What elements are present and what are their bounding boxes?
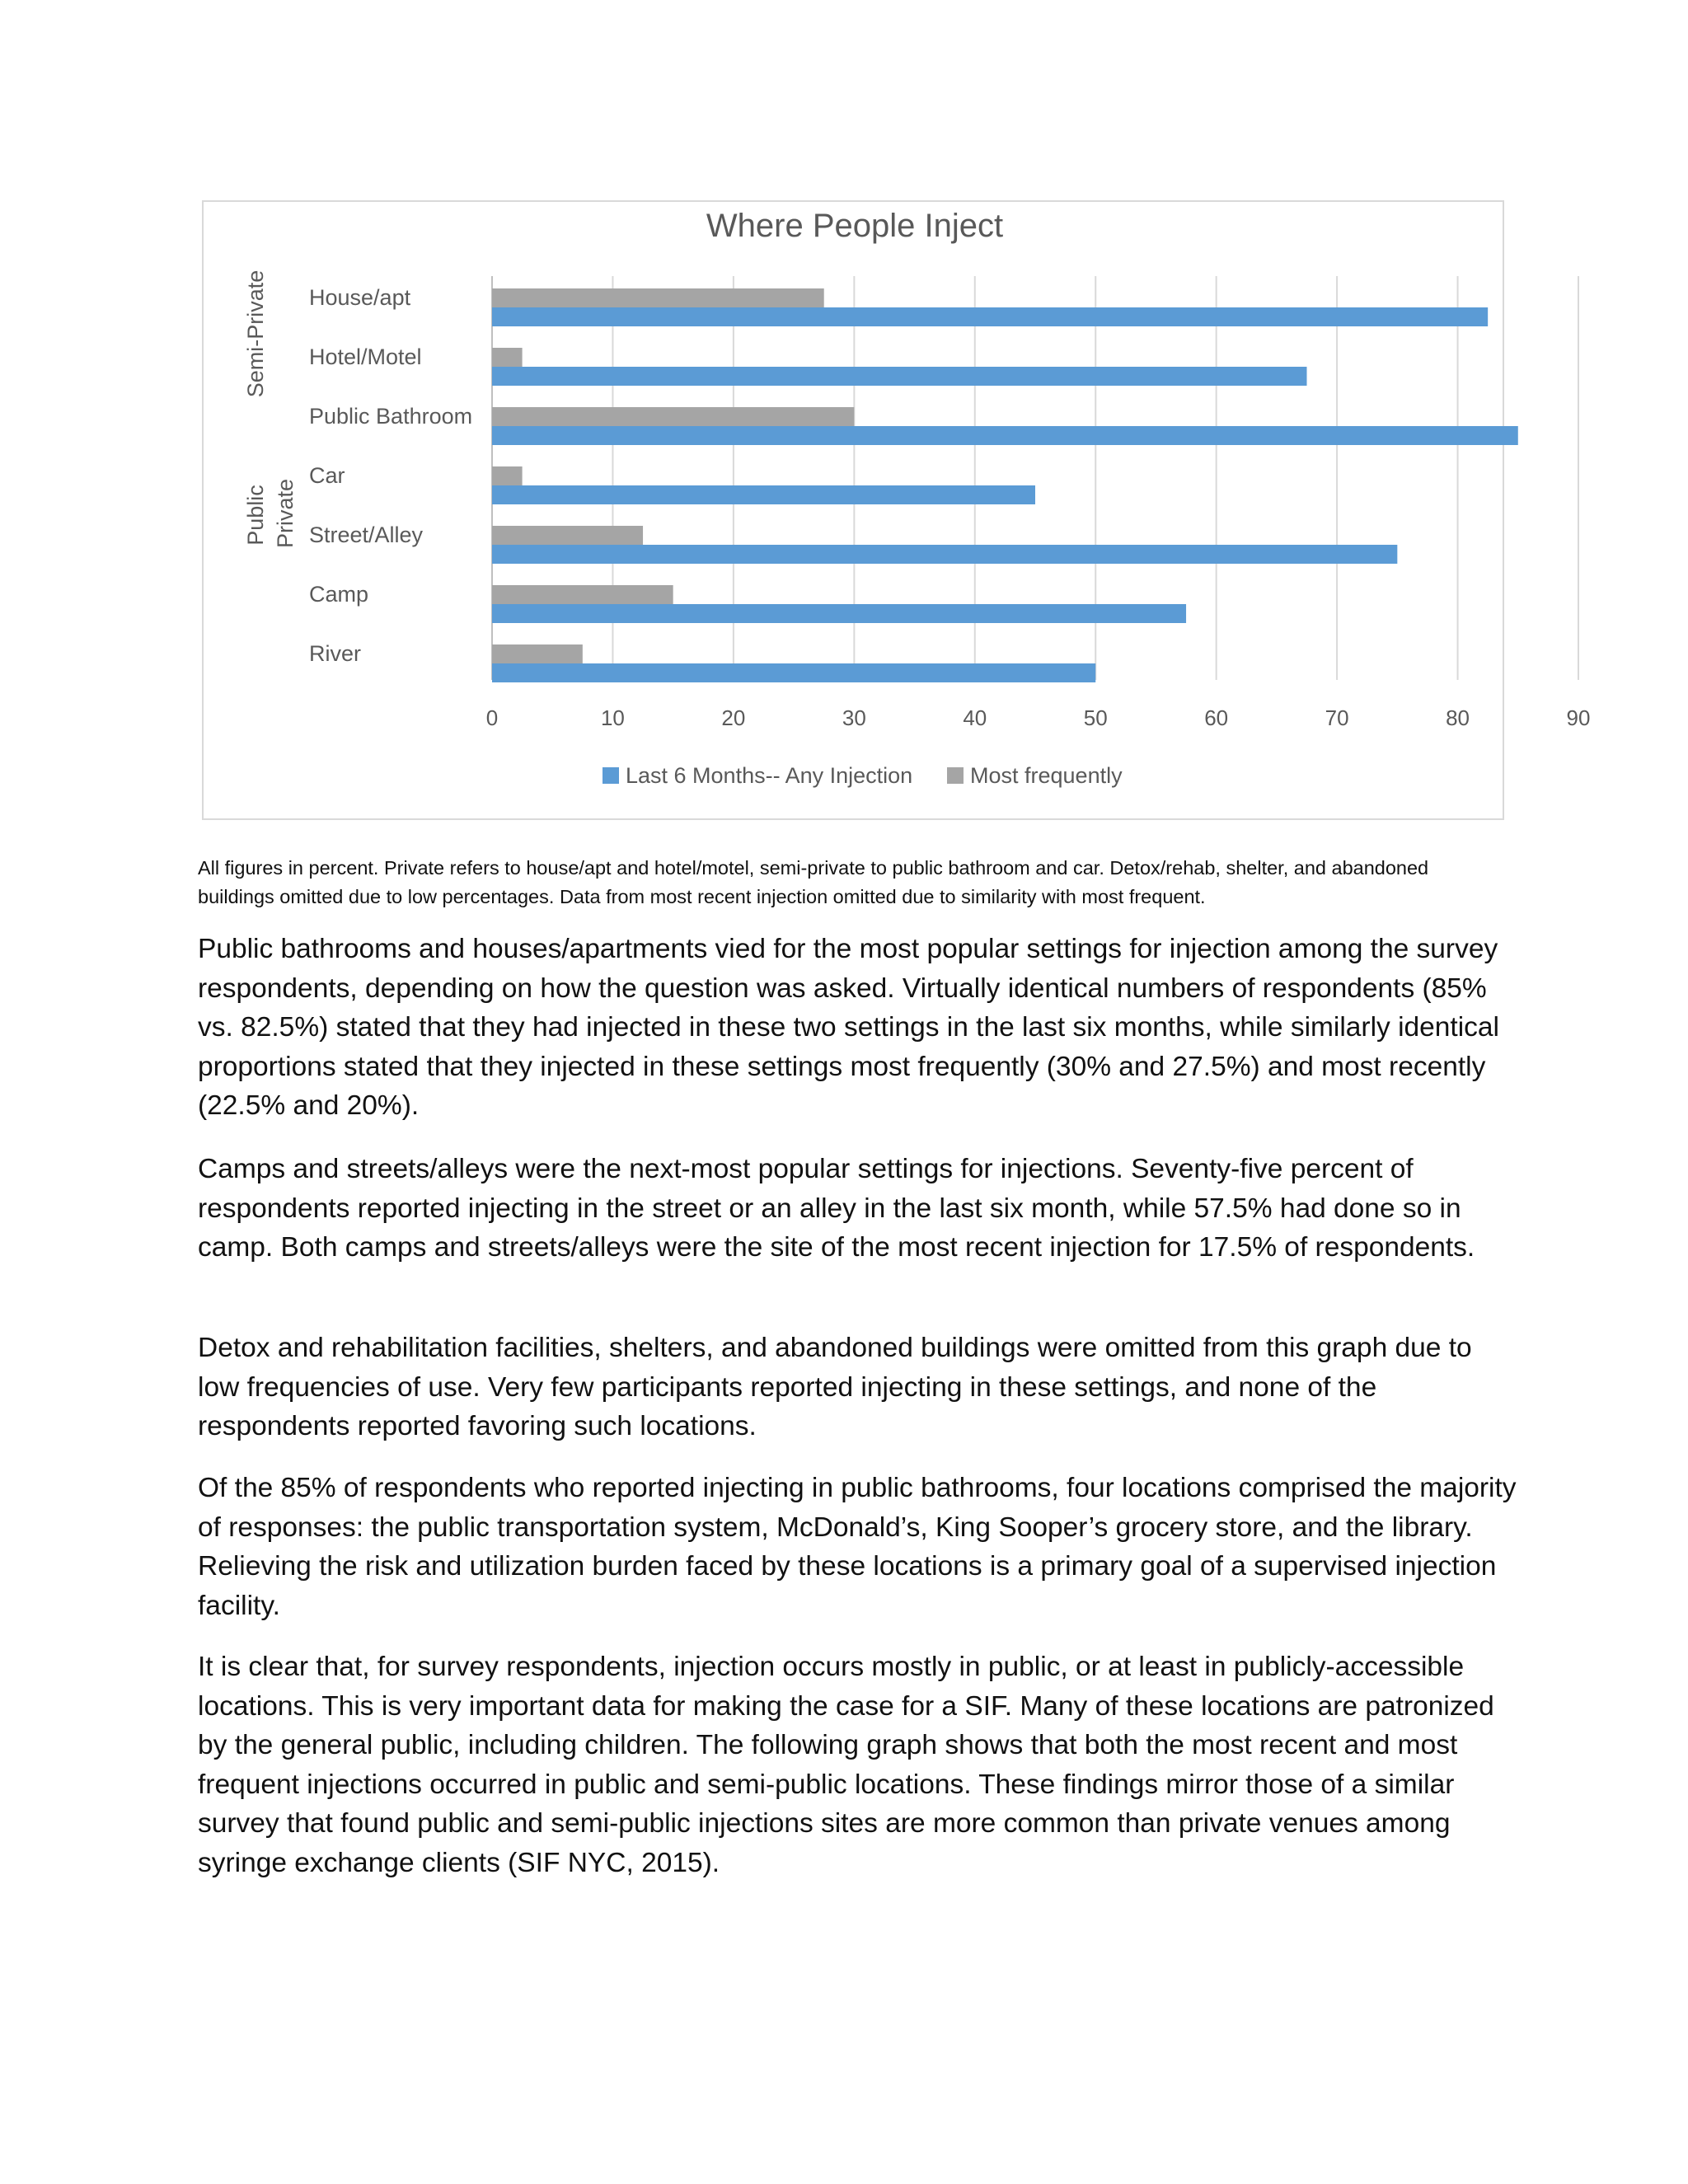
bar-most-frequently [492,288,824,307]
x-tick-label: 40 [963,705,987,730]
paragraph-2: Camps and streets/alleys were the next-most popular settings for injections. Seventy-five percent of respondents reported injecting in the street or an alley in the last six month, while 57.5% had done so in camp. Both camps and streets/alleys were the site of the most recent injection for 17.5% of respondents. [198,1154,1475,1263]
paragraph-3: Detox and rehabilitation facilities, shelters, and abandoned buildings were omitted from this graph due to low frequencies of use. Very few participants reported injecting in these settings, and none of the respondents reported favoring such locations. [198,1333,1472,1441]
legend-swatch-last-6-months [603,767,619,784]
group-label: Private [273,478,298,549]
bar-last-6-months [492,367,1307,386]
bar-most-frequently [492,585,673,604]
bar-most-frequently [492,526,643,545]
group-label: Public [243,485,268,546]
bar-chart [204,202,1591,822]
chart-title: Where People Inject [706,208,1004,244]
bar-last-6-months [492,485,1035,504]
group-label: Semi-Private [243,269,268,398]
category-label: House/apt [309,285,411,310]
paragraph-4: Of the 85% of respondents who reported injecting in public bathrooms, four locations comprised the majority of responses: the public transportation system, McDonald’s, King Sooper’s grocery store, and the library. Relieving the risk and utilization burden faced by these locations is a primary goal of a supervised injection facility. [198,1473,1517,1621]
bar-last-6-months [492,426,1518,445]
category-label: Car [309,463,345,488]
legend-swatch-most-frequently [947,767,964,784]
category-label: Hotel/Motel [309,344,422,369]
bar-most-frequently [492,644,583,663]
paragraph-1: Public bathrooms and houses/apartments vied for the most popular settings for injection among the survey respondents, depending on how the question was asked. Virtually identical numbers of respondents (85% vs. 82.5%) stated that they had injected in these two settings in the last six months, while similarly identical proportions stated that they injected in these settings most frequently (30% and 27.5%) and most recently (22.5% and 20%). [198,934,1499,1121]
chart-container [202,200,1591,820]
x-tick-label: 70 [1325,705,1349,730]
bar-last-6-months [492,545,1397,564]
category-label: Camp [309,582,369,607]
bar-last-6-months [492,663,1095,682]
bar-most-frequently [492,466,523,485]
x-tick-label: 50 [1083,705,1108,730]
legend-label-last-6-months: Last 6 Months-- Any Injection [626,763,913,788]
x-tick-label: 60 [1204,705,1229,730]
x-tick-label: 20 [721,705,746,730]
bar-most-frequently [492,407,854,426]
category-label: River [309,641,362,666]
paragraph-5: It is clear that, for survey respondents, injection occurs mostly in public, or at least in publicly-accessible locations. This is very important data for making the case for a SIF. Many of these locations are patronized by the general public, including children. The following graph shows that both the most recent and most frequent injections occurred in public and semi-public locations. These findings mirror those of a similar survey that found public and semi-public injections sites are more common than private venues among syringe exchange clients (SIF NYC, 2015). [198,1652,1494,1878]
bar-most-frequently [492,348,523,367]
x-tick-label: 0 [485,705,499,730]
bar-last-6-months [492,307,1488,326]
x-tick-label: 10 [600,705,625,730]
figure-caption: All figures in percent. Private refers to house/apt and hotel/motel, semi-private to public bathroom and car. Detox/rehab, shelter, and abandoned buildings omitted due to low percentages. Data from most recent injection omitted due to similarity with most frequent. [198,857,1429,907]
x-tick-label: 30 [842,705,866,730]
x-tick-label: 90 [1566,705,1591,730]
bar-last-6-months [492,604,1186,623]
legend-label-most-frequently: Most frequently [970,763,1123,788]
category-label: Public Bathroom [309,404,473,429]
x-tick-label: 80 [1446,705,1470,730]
category-label: Street/Alley [309,523,424,547]
